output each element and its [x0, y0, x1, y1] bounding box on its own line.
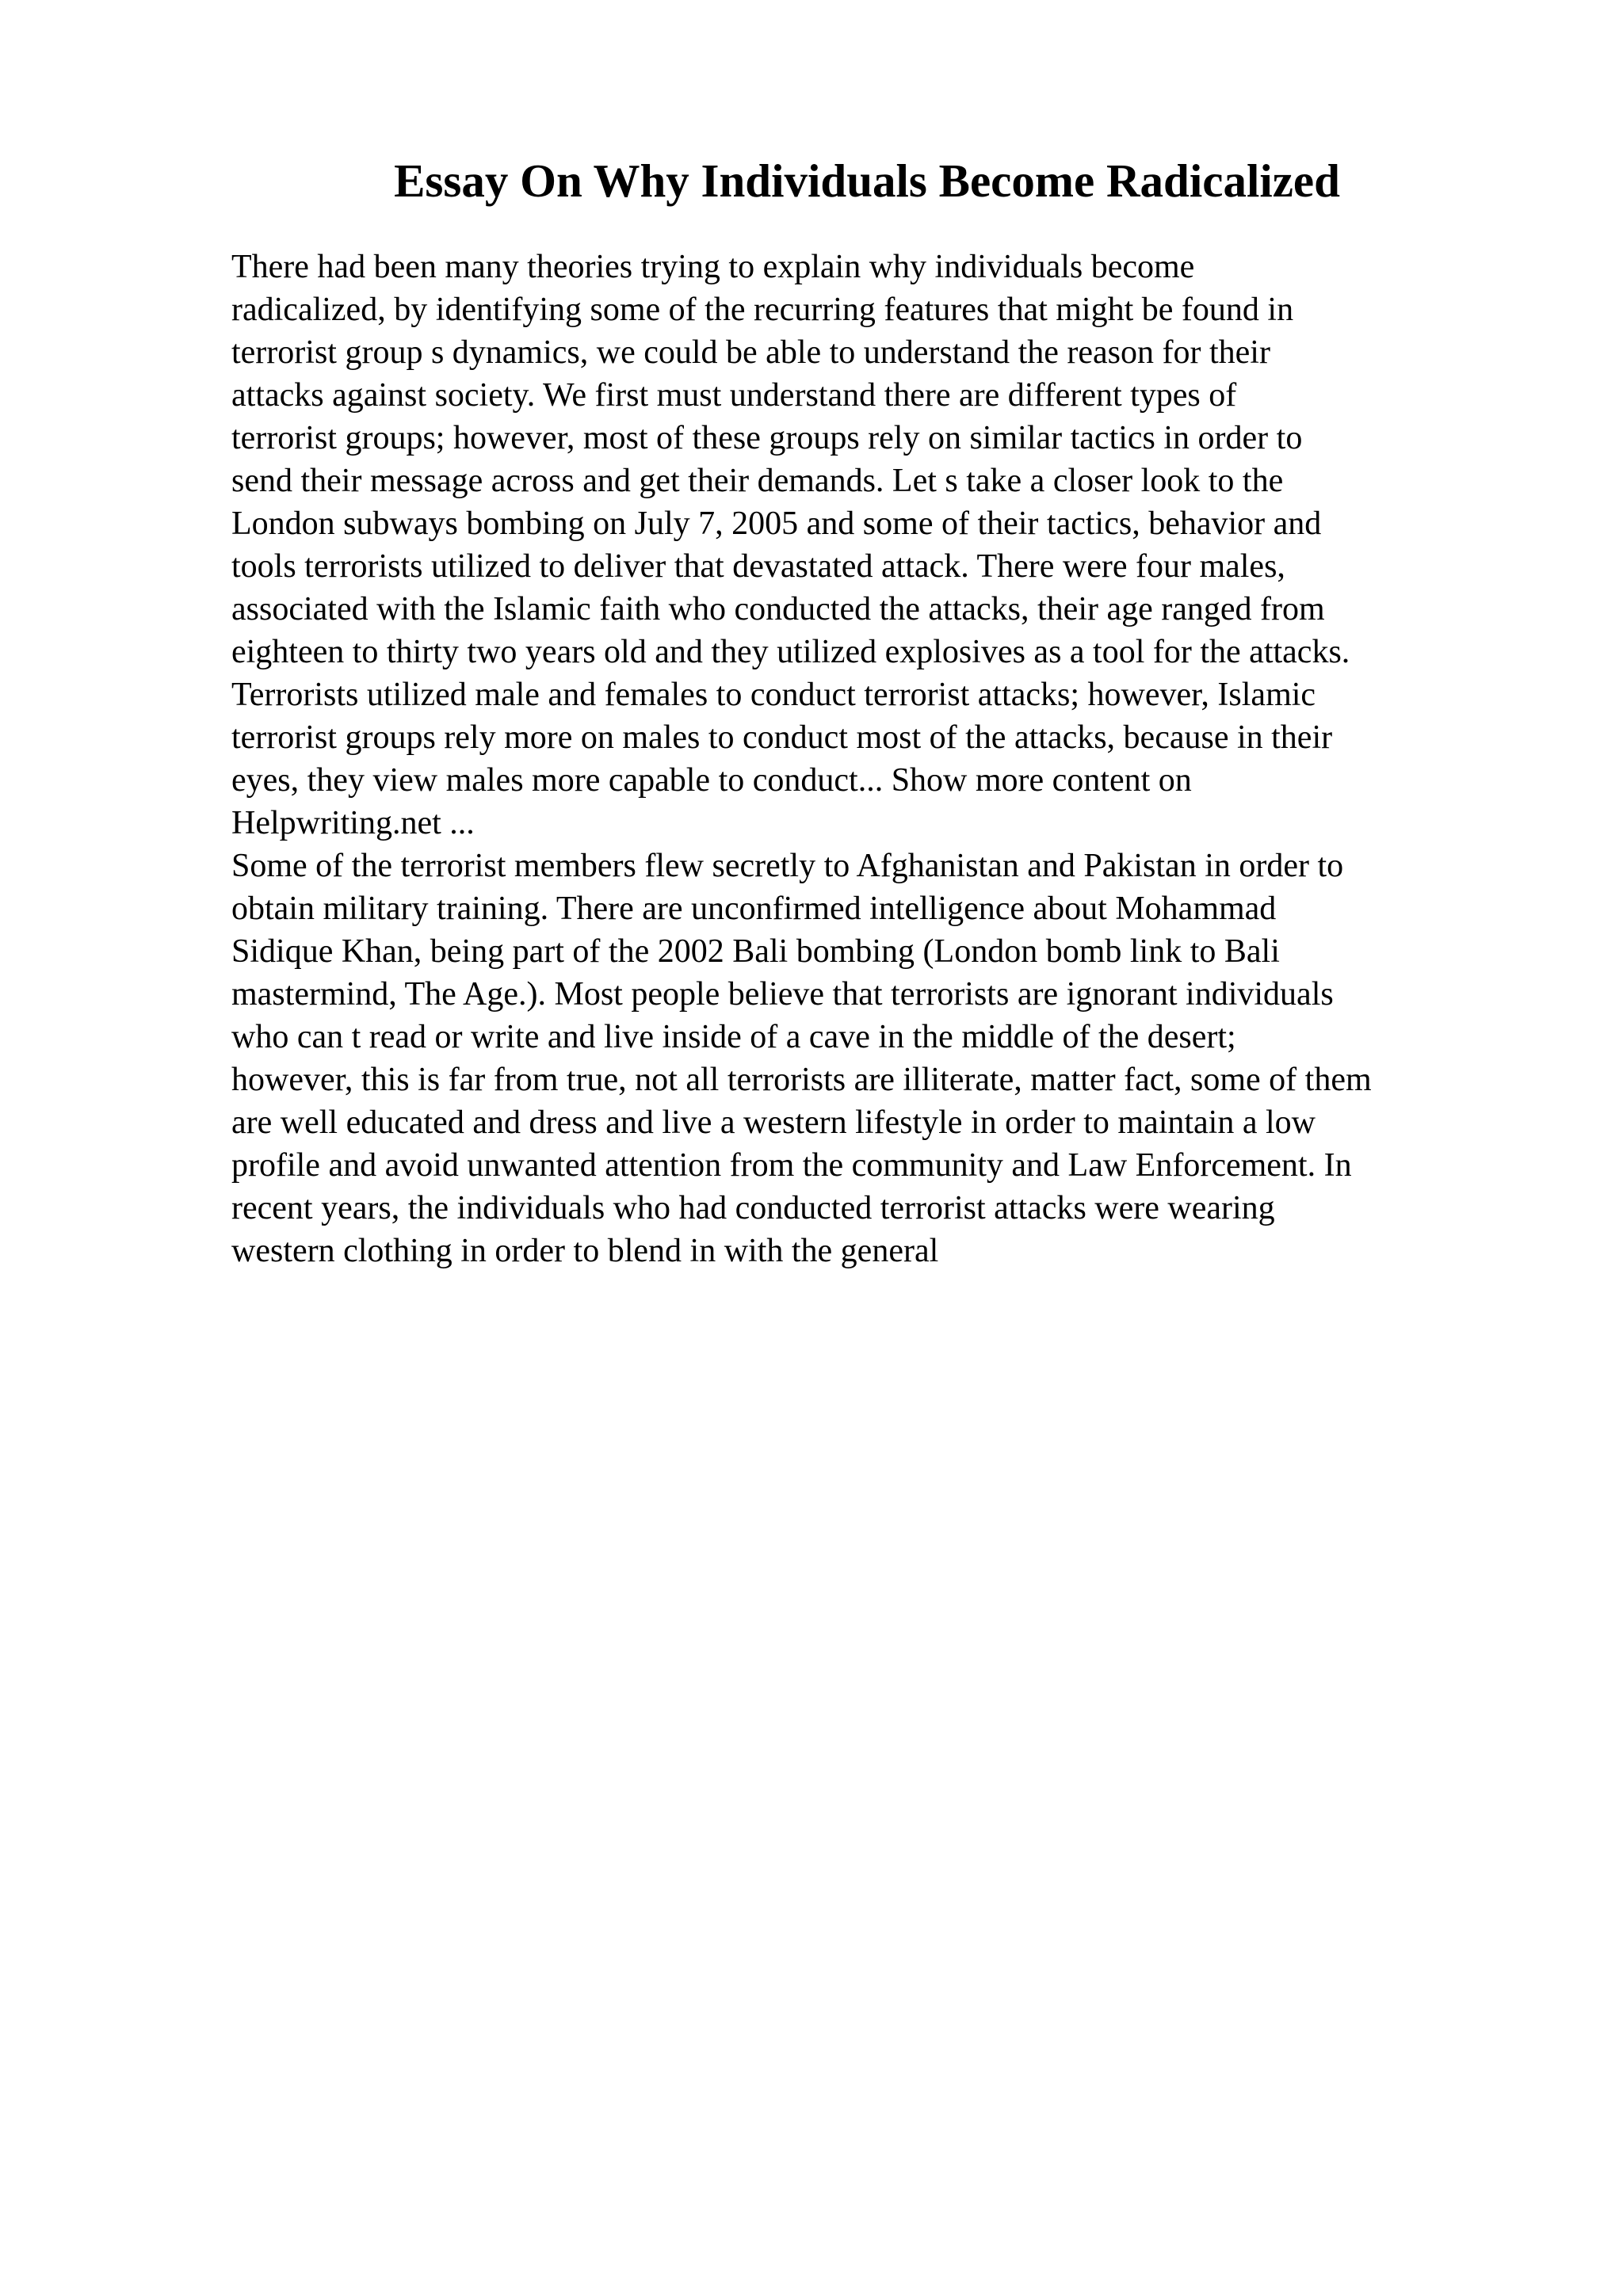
text-line: Terrorists utilized male and females to conduct terrorist attacks; however, Islamic: [231, 677, 1316, 713]
text-line: are well educated and dress and live a western lifestyle in order to maintain a low: [231, 1104, 1316, 1141]
text-line: associated with the Islamic faith who conducted the attacks, their age ranged from: [231, 591, 1325, 627]
text-line: profile and avoid unwanted attention from the community and Law Enforcement. In: [231, 1147, 1352, 1184]
document-title: Essay On Why Individuals Become Radicalized: [394, 154, 1340, 207]
text-line: attacks against society. We first must understand there are different types of: [231, 377, 1237, 414]
text-line: obtain military training. There are unconfirmed intelligence about Mohammad: [231, 891, 1277, 927]
text-line: terrorist group s dynamics, we could be able to understand the reason for their: [231, 334, 1270, 371]
text-line: Some of the terrorist members flew secretly to Afghanistan and Pakistan in order to: [231, 848, 1344, 884]
paragraph-1: [231, 246, 1515, 845]
document-body: [231, 246, 1515, 1272]
text-line: Sidique Khan, being part of the 2002 Bali bombing (London bomb link to Bali: [231, 933, 1280, 970]
text-line: terrorist groups rely more on males to conduct most of the attacks, because in their: [231, 719, 1333, 756]
text-line: radicalized, by identifying some of the recurring features that might be found in: [231, 292, 1294, 328]
paragraph-2: [231, 845, 1515, 1272]
text-line: send their message across and get their demands. Let s take a closer look to the: [231, 463, 1284, 499]
text-line: terrorist groups; however, most of these groups rely on similar tactics in order to: [231, 420, 1303, 456]
text-line: western clothing in order to blend in with the general: [231, 1233, 939, 1269]
text-line: eyes, they view males more capable to conduct... Show more content on: [231, 762, 1192, 799]
text-line: however, this is far from true, not all terrorists are illiterate, matter fact, some of them: [231, 1062, 1372, 1098]
text-line: mastermind, The Age.). Most people believe that terrorists are ignorant individuals: [231, 976, 1334, 1013]
text-line: eighteen to thirty two years old and they utilized explosives as a tool for the attacks.: [231, 634, 1350, 670]
text-line: recent years, the individuals who had conducted terrorist attacks were wearing: [231, 1190, 1275, 1226]
text-line: Helpwriting.net ...: [231, 805, 475, 841]
text-line: who can t read or write and live inside of a cave in the middle of the desert;: [231, 1019, 1236, 1055]
text-line: London subways bombing on July 7, 2005 and some of their tactics, behavior and: [231, 505, 1322, 542]
text-line: There had been many theories trying to explain why individuals become: [231, 249, 1195, 285]
text-line: tools terrorists utilized to deliver that devastated attack. There were four males,: [231, 548, 1285, 585]
